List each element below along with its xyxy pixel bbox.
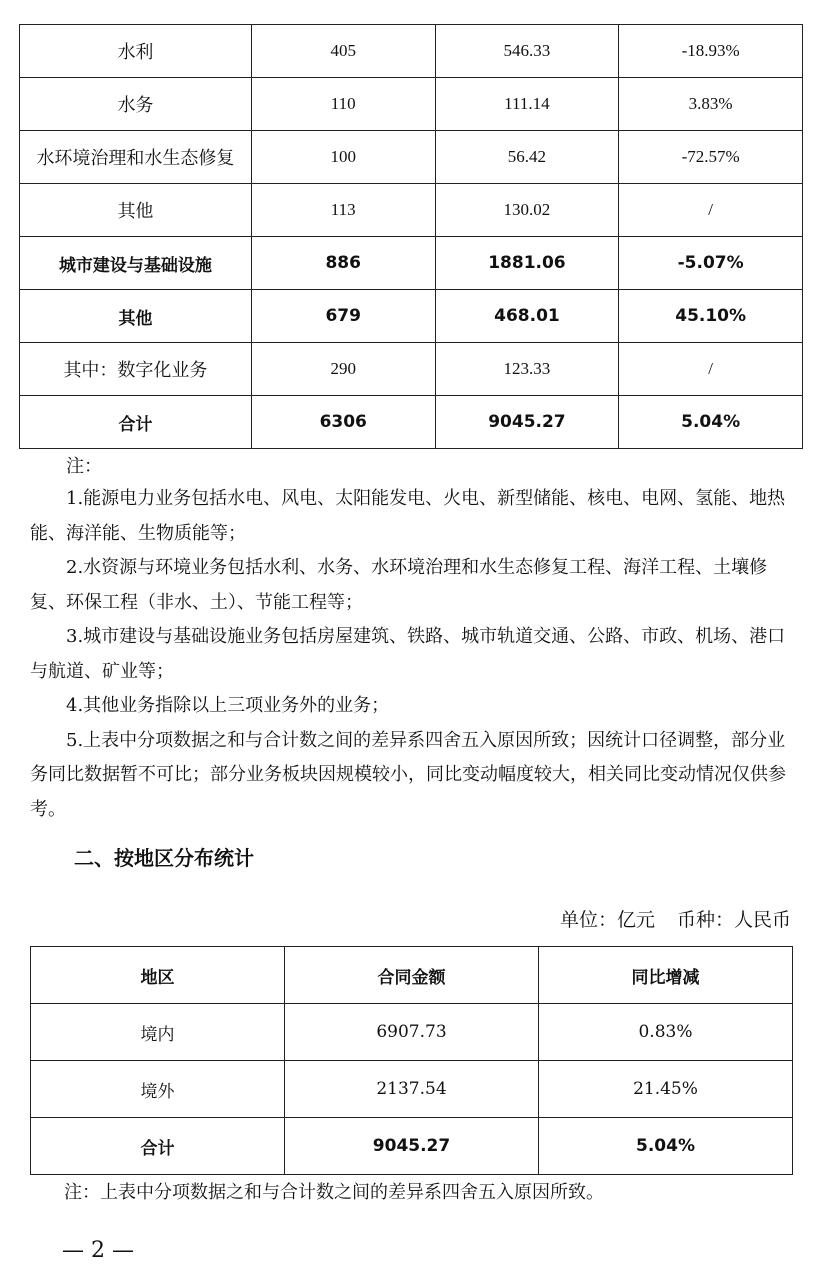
contract-amount: 111.14 — [435, 78, 619, 131]
segment-name: 其中：数字化业务 — [20, 343, 252, 396]
table-row — [20, 131, 803, 184]
table-row — [20, 184, 803, 237]
segment-name: 水环境治理和水生态修复 — [20, 131, 252, 184]
yoy-change: 45.10% — [619, 290, 803, 343]
region-table-note: 注：上表中分项数据之和与合计数之间的差异系四舍五入原因所致。 — [64, 1182, 604, 1203]
contract-amount: 123.33 — [435, 343, 619, 396]
yoy-change: / — [619, 184, 803, 237]
business-segment-table — [19, 24, 803, 449]
project-count: 6306 — [251, 396, 435, 449]
table-row — [31, 1061, 793, 1118]
table-row-subtotal — [20, 237, 803, 290]
table-row-total — [31, 1118, 793, 1175]
note-item: 2.水资源与环境业务包括水利、水务、水环境治理和水生态修复工程、海洋工程、土壤修复、环保工程（非水、土）、节能工程等； — [30, 557, 768, 613]
yoy-change: 0.83% — [539, 1004, 793, 1061]
contract-amount: 130.02 — [435, 184, 619, 237]
region-name: 境外 — [31, 1061, 285, 1118]
page-number: — 2 — — [62, 1238, 134, 1263]
yoy-change: 5.04% — [539, 1118, 793, 1175]
table-row-total — [20, 396, 803, 449]
currency-label: 币种：人民币 — [676, 909, 791, 931]
table-row — [20, 78, 803, 131]
yoy-change: -72.57% — [619, 131, 803, 184]
segment-name: 其他 — [20, 184, 252, 237]
yoy-change: 5.04% — [619, 396, 803, 449]
region-name: 合计 — [31, 1118, 285, 1175]
contract-amount: 546.33 — [435, 25, 619, 78]
segment-name: 城市建设与基础设施 — [20, 237, 252, 290]
project-count: 113 — [251, 184, 435, 237]
contract-amount: 9045.27 — [285, 1118, 539, 1175]
section-title: 二、按地区分布统计 — [74, 846, 254, 870]
table-row — [31, 1004, 793, 1061]
unit-caption — [560, 905, 791, 932]
yoy-change: -18.93% — [619, 25, 803, 78]
contract-amount: 468.01 — [435, 290, 619, 343]
project-count: 100 — [251, 131, 435, 184]
segment-name: 水务 — [20, 78, 252, 131]
yoy-change: 3.83% — [619, 78, 803, 131]
segment-name: 其他 — [20, 290, 252, 343]
note-item: 1.能源电力业务包括水电、风电、太阳能发电、火电、新型储能、核电、电网、氢能、地热能、海洋能、生物质能等； — [30, 488, 786, 544]
project-count: 405 — [251, 25, 435, 78]
region-table — [30, 946, 793, 1175]
note-item: 4.其他业务指除以上三项业务外的业务； — [66, 695, 390, 716]
region-name: 境内 — [31, 1004, 285, 1061]
table-row-subtotal — [20, 290, 803, 343]
unit-label: 单位：亿元 — [559, 909, 655, 931]
yoy-change: 21.45% — [539, 1061, 793, 1118]
notes-list — [30, 482, 800, 827]
contract-amount: 1881.06 — [435, 237, 619, 290]
column-header: 合同金额 — [285, 947, 539, 1004]
project-count: 110 — [251, 78, 435, 131]
yoy-change: -5.07% — [619, 237, 803, 290]
table-header-row — [31, 947, 793, 1004]
contract-amount: 2137.54 — [285, 1061, 539, 1118]
note-item: 5.上表中分项数据之和与合计数之间的差异系四舍五入原因所致；因统计口径调整，部分业务同比数据暂不可比；部分业务板块因规模较小，同比变动幅度较大，相关同比变动情况仅供参考。 — [30, 729, 786, 820]
column-header: 同比增减 — [539, 947, 793, 1004]
contract-amount: 6907.73 — [285, 1004, 539, 1061]
project-count: 886 — [251, 237, 435, 290]
column-header: 地区 — [31, 947, 285, 1004]
notes-heading — [30, 452, 800, 482]
segment-name: 水利 — [20, 25, 252, 78]
table-row — [20, 343, 803, 396]
notes-label: 注： — [66, 456, 102, 477]
segment-name: 合计 — [20, 396, 252, 449]
contract-amount: 9045.27 — [435, 396, 619, 449]
note-item: 3.城市建设与基础设施业务包括房屋建筑、铁路、城市轨道交通、公路、市政、机场、港口与航道、矿业等； — [30, 626, 786, 682]
project-count: 290 — [251, 343, 435, 396]
project-count: 679 — [251, 290, 435, 343]
table-row — [20, 25, 803, 78]
contract-amount: 56.42 — [435, 131, 619, 184]
yoy-change: / — [619, 343, 803, 396]
